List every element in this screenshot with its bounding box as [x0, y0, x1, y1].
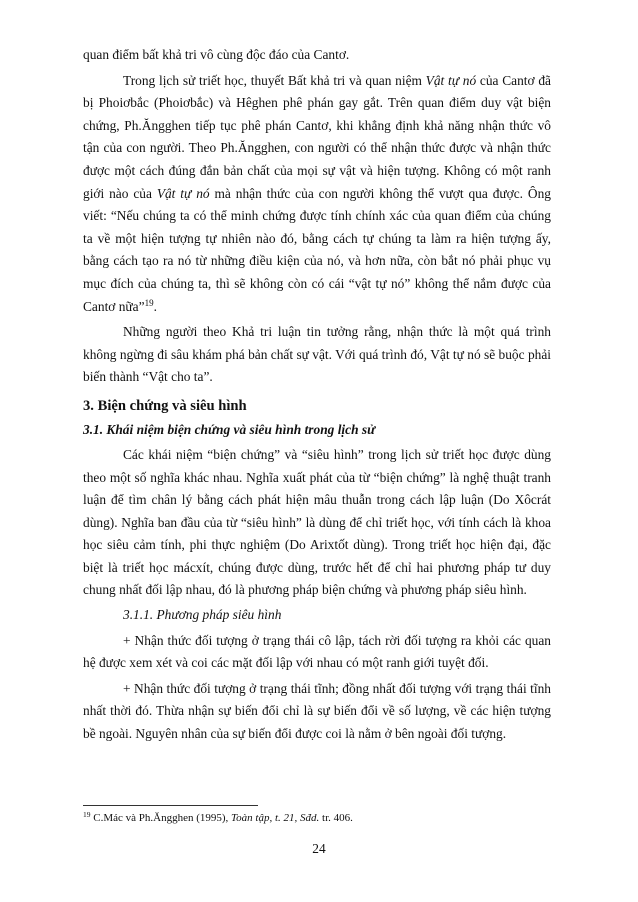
text-run: của Cantơ đã bị Phoiơbắc (Phoiơbắc) và Hêghen phê phán gay gắt. Trên quan điểm duy vật biện chứng, Ph.Ăngghen tiếp tục phê phán Cantơ, khi khẳng định khả năng nhận thức vô tận của con người. Theo Ph.Ăngghen, con người có thể nhận thức được và nhận thức được một cách đúng đắn bản chất của mọi sự vật và hiện tượng. Không có một ranh giới nào của: [83, 72, 551, 201]
paragraph-concepts: Các khái niệm “biện chứng” và “siêu hình” trong lịch sử triết học được dùng theo một số nghĩa khác nhau. Nghĩa xuất phát của từ “biện chứng” là nghệ thuật tranh luận để tìm chân lý bằng cách phát hiện mâu thuẫn trong cách lập luận (Do Xôcrát dùng). Nghĩa ban đầu của từ “siêu hình” là dùng để chỉ triết học, với tính cách là khoa học siêu cảm tính, phi thực nghiệm (Do Arixtốt dùng). Trong triết học hiện đại, đặc biệt là triết học mácxít, chúng được dùng, trước hết để chỉ hai phương pháp tư duy chung nhất đối lập nhau, đó là phương pháp biện chứng và phương pháp siêu hình.: [83, 446, 551, 598]
subsubsection-heading: 3.1.1. Phương pháp siêu hình: [123, 607, 282, 623]
paragraph-continuation: quan điểm bất khả tri vô cùng độc đáo của Cantơ.: [83, 47, 350, 62]
page-number: 24: [312, 841, 326, 856]
footnote-reference[interactable]: 19: [144, 297, 154, 308]
footnote-number: 19: [83, 810, 91, 819]
list-item: + Nhận thức đối tượng ở trạng thái cô lập, tách rời đối tượng ra khỏi các quan hệ được xem xét và coi các mặt đối lập với nhau có một ranh giới tuyệt đối.: [83, 632, 551, 671]
text-run: mà nhận thức của con người không thể vượt qua được. Ông viết: “Nếu chúng ta có thể minh chứng được tính chính xác của quan điểm của chúng ta về một hiện tượng tự nhiên nào đó, bằng cách tự chúng ta làm ra hiện tượng ấy, bằng cách tạo ra nó từ những điều kiện của nó, và hơn nữa, còn bắt nó phải phục vụ mục đích của chúng ta, thì sẽ không còn có cái “vật tự nó” không thể nắm được của Cantơ nữa”: [83, 185, 551, 314]
emphasis-term: Vật tự nó: [425, 72, 477, 88]
list-item: + Nhận thức đối tượng ở trạng thái tĩnh; đồng nhất đối tượng với trạng thái tĩnh nhất thời đó. Thừa nhận sự biến đổi chỉ là sự biến đổi về số lượng, về các hiện tượng bề ngoài. Nguyên nhân của sự biến đổi được coi là nằm ở bên ngoài đối tượng.: [83, 680, 551, 742]
footnote-text: tr. 406.: [319, 812, 353, 824]
text-run: Trong lịch sử triết học, thuyết Bất khả tri và quan niệm: [123, 72, 426, 88]
paragraph-agnosticism: Những người theo Khả tri luận tin tưởng rằng, nhận thức là một quá trình không ngừng đi sâu khám phá bản chất sự vật. Với quá trình đó, Vật tự nó sẽ buộc phải biến thành “Vật cho ta”.: [83, 324, 551, 385]
footnote: [83, 811, 551, 825]
emphasis-term: Vật tự nó: [156, 185, 210, 201]
section-heading: 3. Biện chứng và siêu hình: [83, 397, 247, 414]
text-run: .: [153, 298, 157, 314]
footnote-divider: [83, 805, 258, 806]
footnote-text: C.Mác và Ph.Ăngghen (1995),: [90, 812, 232, 824]
paragraph-kant-critique: [83, 70, 551, 319]
subsection-heading: 3.1. Khái niệm biện chứng và siêu hình trong lịch sử: [83, 421, 376, 437]
footnote-title: Toàn tập, t. 21, Sđd.: [231, 812, 320, 824]
body-text: [83, 44, 551, 746]
